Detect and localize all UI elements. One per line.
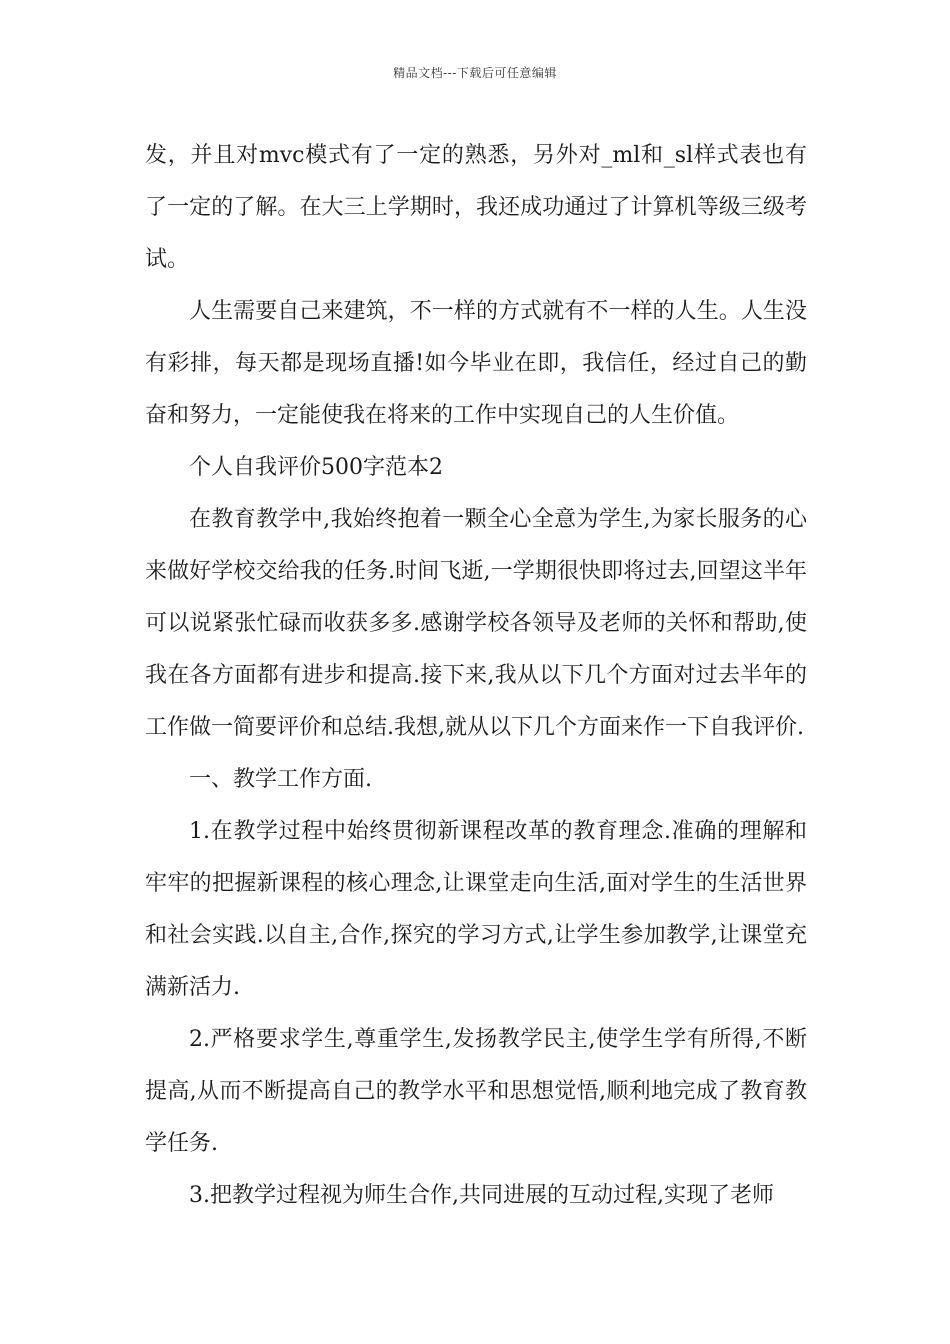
page-header: 精品文档---下载后可任意编辑 [393, 66, 557, 80]
document-body [145, 130, 807, 1222]
section-title: 个人自我评价500字范本2 [189, 455, 443, 480]
paragraph-continuation: 发，并且对mvc模式有了一定的熟悉，另外对_ml和_sl样式表也有了一定的了解。在大三上学期时，我还成功通过了计算机等级三级考试。 [145, 143, 807, 272]
paragraph-item-1: 1.在教学过程中始终贯彻新课程改革的教育理念.准确的理解和牢牢的把握新课程的核心理念,让课堂走向生活,面对学生的生活世界和社会实践.以自主,合作,探究的学习方式,让学生参加教学,让课堂充满新活力. [145, 819, 807, 1000]
subsection-heading: 一、教学工作方面. [189, 767, 372, 792]
paragraph-item-2: 2.严格要求学生,尊重学生,发扬教学民主,使学生学有所得,不断提高,从而不断提高自己的教学水平和思想觉悟,顺利地完成了教育教学任务. [145, 1027, 807, 1156]
paragraph-intro: 在教育教学中,我始终抱着一颗全心全意为学生,为家长服务的心来做好学校交给我的任务.时间飞逝,一学期很快即将过去,回望这半年可以说紧张忙碌而收获多多.感谢学校各领导及老师的关怀和帮助,使我在各方面都有进步和提高.接下来,我从以下几个方面对过去半年的工作做一简要评价和总结.我想,就从以下几个方面来作一下自我评价. [145, 507, 807, 740]
paragraph-life: 人生需要自己来建筑，不一样的方式就有不一样的人生。人生没有彩排，每天都是现场直播!如今毕业在即，我信任，经过自己的勤奋和努力，一定能使我在将来的工作中实现自己的人生价值。 [145, 299, 807, 428]
paragraph-item-3: 3.把教学过程视为师生合作,共同进展的互动过程,实现了老师 [189, 1183, 774, 1208]
